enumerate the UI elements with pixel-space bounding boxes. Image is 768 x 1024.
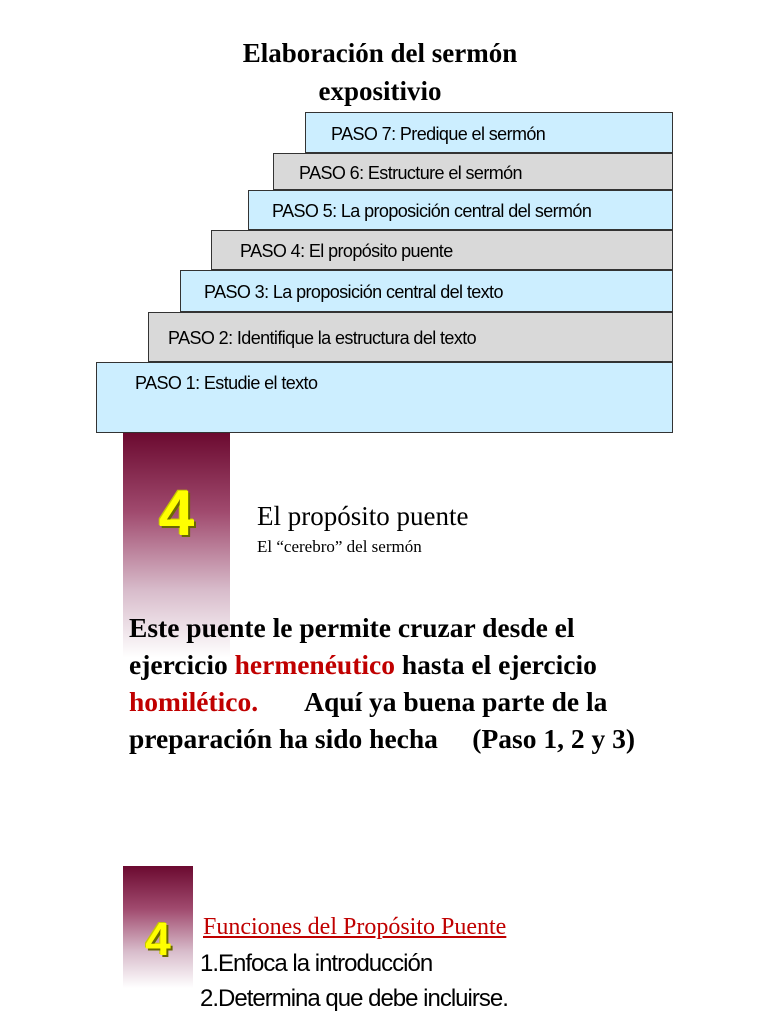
step-3-label: PASO 3: La proposición central del texto: [204, 282, 503, 302]
section-subtitle: El “cerebro” del sermón: [257, 537, 422, 556]
step-3: [180, 270, 673, 312]
step-1-label: PASO 1: Estudie el texto: [135, 373, 318, 393]
document-title: [180, 34, 580, 110]
step-4-label: PASO 4: El propósito puente: [240, 241, 453, 261]
title-line-1: Elaboración del sermón: [242, 38, 518, 68]
function-item-1: 1.Enfoca la introducción: [200, 950, 433, 977]
hermeneutico-highlight: hermenéutico: [234, 649, 395, 680]
step-5-label: PASO 5: La proposición central del sermón: [272, 201, 592, 221]
paragraph-line-2: [129, 646, 749, 683]
step-6-label: PASO 6: Estructure el sermón: [299, 163, 522, 183]
step-7: [305, 112, 673, 153]
step-4: [211, 230, 673, 270]
step-1: [96, 362, 673, 433]
homiletico-highlight: homilético.: [129, 686, 259, 717]
step-6: [273, 153, 673, 190]
function-item-2: 2.Determina que debe incluirse.: [200, 985, 508, 1012]
step-2-label: PASO 2: Identifique la estructura del texto: [168, 328, 477, 348]
functions-title: Funciones del Propósito Puente: [203, 914, 507, 940]
paragraph-text: ejercicio: [129, 649, 235, 680]
paragraph-text: Aquí ya buena parte de la: [304, 686, 608, 717]
step-5: [248, 190, 673, 230]
paragraph-line-3: [129, 683, 749, 720]
section-title: El propósito puente: [257, 501, 469, 531]
step-2: [148, 312, 673, 362]
title-line-2: expositivio: [318, 76, 442, 106]
section-number: 4: [158, 477, 195, 549]
paragraph-line-1: Este puente le permite cruzar desde el: [129, 612, 575, 643]
step-7-label: PASO 7: Predique el sermón: [331, 124, 546, 144]
paragraph-line-4: preparación ha sido hecha (Paso 1, 2 y 3): [129, 723, 635, 754]
paragraph-text: hasta el ejercicio: [394, 649, 597, 680]
functions-number: 4: [145, 913, 171, 965]
bridge-paragraph: [129, 609, 749, 757]
